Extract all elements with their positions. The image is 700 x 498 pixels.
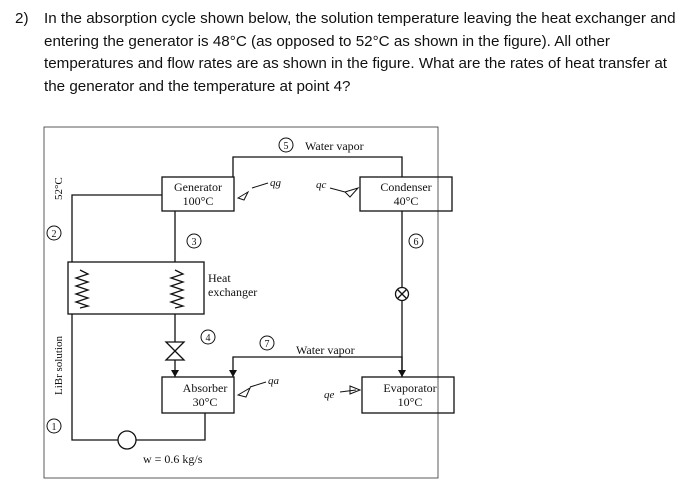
- line-absorber-to-pump: [136, 413, 205, 440]
- point-3: 3: [191, 237, 197, 248]
- flow-rate-label: w = 0.6 kg/s: [143, 452, 203, 466]
- qc-label: qc: [316, 179, 327, 191]
- qa-label: qa: [268, 375, 279, 387]
- evaporator-label: Evaporator: [383, 381, 437, 395]
- water-vapor-top-label: Water vapor: [305, 139, 364, 153]
- water-vapor-mid-label: Water vapor: [296, 343, 355, 357]
- arrow-valve-to-absorber: [171, 370, 179, 377]
- vapor-line-mid: [233, 357, 402, 377]
- qc-arrow: [330, 188, 345, 192]
- point-5: 5: [283, 141, 289, 152]
- absorber-label: Absorber: [182, 381, 228, 395]
- pump: [118, 431, 136, 449]
- generator-temp: 100°C: [182, 194, 214, 208]
- question-text: In the absorption cycle shown below, the solution temperature leaving the heat exchanger and entering the generator is 48°C (as opposed to 52°C as shown in the figure). All other temperatures and flow rates are as shown in the figure. What are the rates of heat transfer at the generator and the temperature at point 4?: [44, 10, 676, 95]
- line-hx-to-generator: [72, 195, 162, 262]
- evaporator-temp: 10°C: [397, 395, 423, 409]
- qg-label: qg: [270, 177, 281, 189]
- qe-arrow: [340, 390, 356, 392]
- condenser-temp: 40°C: [393, 194, 419, 208]
- arrow-into-evaporator: [398, 370, 406, 377]
- generator-label: Generator: [174, 180, 222, 194]
- point-6: 6: [413, 237, 419, 248]
- qa-arrow: [250, 382, 266, 387]
- question-number: 2): [15, 10, 29, 27]
- hx-label-line1: Heat: [208, 271, 231, 285]
- libr-solution-label: LiBr solution: [53, 336, 65, 395]
- point-2: 2: [51, 229, 57, 240]
- figure-frame: [44, 127, 438, 478]
- point-7: 7: [264, 339, 270, 350]
- point-1: 1: [51, 422, 57, 433]
- hx-coil-left: [76, 270, 88, 308]
- condenser-label: Condenser: [380, 180, 432, 194]
- hx-coil-right: [171, 270, 183, 308]
- point-4: 4: [205, 333, 211, 344]
- absorber-temp: 30°C: [192, 395, 218, 409]
- hx-label-line2: exchanger: [208, 285, 258, 299]
- qe-label: qe: [324, 389, 335, 401]
- qg-arrow: [252, 183, 268, 188]
- vapor-line-top: [233, 157, 402, 177]
- arrow-into-absorber: [229, 370, 237, 377]
- throttle-valve: [166, 342, 184, 360]
- temp-52-label: 52°C: [53, 177, 65, 200]
- line-pump-to-hx: [72, 314, 118, 440]
